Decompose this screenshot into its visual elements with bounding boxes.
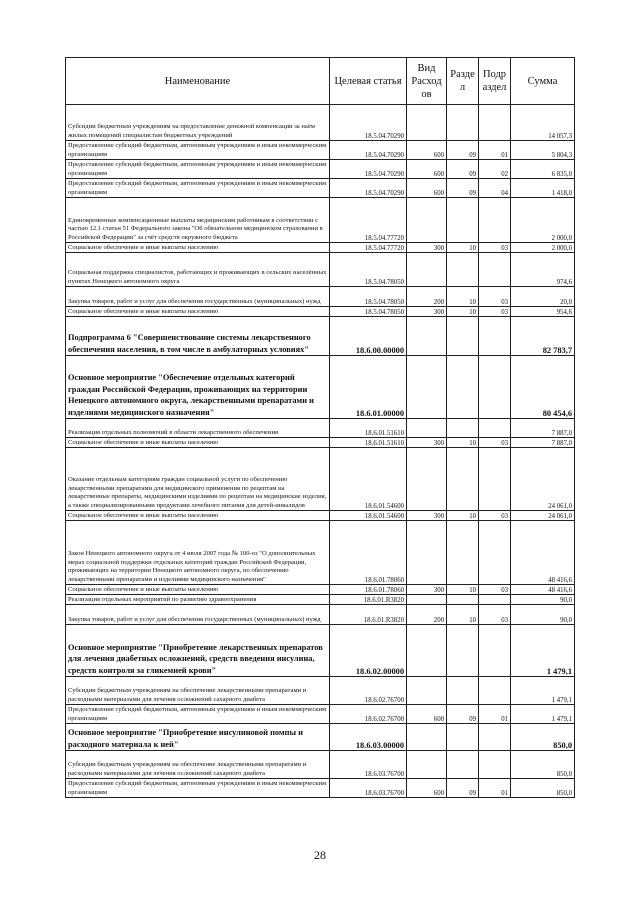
cell-vr: 600 xyxy=(407,179,447,198)
table-row xyxy=(66,287,575,307)
table-row xyxy=(66,751,575,779)
header-pr: Подр аздел xyxy=(479,58,511,105)
table-row xyxy=(66,317,575,356)
cell-sum: 2 000,0 xyxy=(511,198,575,243)
cell-code: 18.5.04.70290 xyxy=(330,105,407,141)
cell-name: Реализация отдельных мероприятий по развитию здравоохранения xyxy=(66,595,330,605)
budget-table xyxy=(65,57,575,798)
cell-rz xyxy=(447,356,479,419)
cell-rz xyxy=(447,724,479,751)
cell-pr: 03 xyxy=(479,438,511,448)
cell-rz xyxy=(447,317,479,356)
cell-sum: 954,6 xyxy=(511,307,575,317)
cell-pr: 01 xyxy=(479,705,511,724)
cell-vr: 300 xyxy=(407,585,447,595)
cell-rz xyxy=(447,751,479,779)
table-row xyxy=(66,356,575,419)
cell-sum: 850,0 xyxy=(511,751,575,779)
table-row xyxy=(66,438,575,448)
cell-rz: 10 xyxy=(447,605,479,625)
cell-name: Реализация отдельных полномочий в области лекарственного обеспечения xyxy=(66,419,330,438)
cell-sum: 90,0 xyxy=(511,605,575,625)
cell-code: 18.5.04.70290 xyxy=(330,179,407,198)
header-sum: Сумма xyxy=(511,58,575,105)
cell-sum: 974,6 xyxy=(511,253,575,287)
cell-vr: 600 xyxy=(407,160,447,179)
cell-name: Закупка товаров, работ и услуг для обеспечения государственных (муниципальных) нужд xyxy=(66,605,330,625)
cell-vr xyxy=(407,419,447,438)
cell-sum: 48 416,6 xyxy=(511,585,575,595)
cell-pr: 03 xyxy=(479,511,511,521)
cell-code: 18.5.04.78050 xyxy=(330,307,407,317)
cell-code: 18.6.02.76700 xyxy=(330,705,407,724)
cell-code: 18.6.01.00000 xyxy=(330,356,407,419)
cell-sum: 1 418,0 xyxy=(511,179,575,198)
cell-vr xyxy=(407,751,447,779)
table-row xyxy=(66,705,575,724)
cell-vr xyxy=(407,521,447,585)
cell-code: 18.6.02.00000 xyxy=(330,625,407,677)
cell-pr xyxy=(479,595,511,605)
cell-pr xyxy=(479,751,511,779)
table-row xyxy=(66,511,575,521)
cell-sum: 850,0 xyxy=(511,779,575,798)
table-row xyxy=(66,105,575,141)
cell-sum: 1 479,1 xyxy=(511,705,575,724)
cell-rz xyxy=(447,198,479,243)
cell-pr xyxy=(479,198,511,243)
cell-vr xyxy=(407,198,447,243)
cell-name: Социальное обеспечение и иные выплаты населению xyxy=(66,511,330,521)
header-name: Наименование xyxy=(66,58,330,105)
cell-pr: 01 xyxy=(479,779,511,798)
cell-sum: 850,0 xyxy=(511,724,575,751)
cell-code: 18.5.04.78050 xyxy=(330,287,407,307)
cell-name: Субсидии бюджетным учреждениям на обеспечение лекарственными препаратами и расходными материалами для лечения осложнений сахарного диабета xyxy=(66,751,330,779)
cell-sum: 6 835,0 xyxy=(511,160,575,179)
table-row xyxy=(66,595,575,605)
cell-code: 18.6.01.78060 xyxy=(330,521,407,585)
cell-code: 18.6.01.78060 xyxy=(330,585,407,595)
cell-code: 18.5.04.78050 xyxy=(330,253,407,287)
cell-pr xyxy=(479,253,511,287)
header-code: Целевая статья xyxy=(330,58,407,105)
cell-rz: 09 xyxy=(447,179,479,198)
table-row xyxy=(66,243,575,253)
cell-vr: 600 xyxy=(407,705,447,724)
table-row xyxy=(66,253,575,287)
table-row xyxy=(66,521,575,585)
cell-rz: 10 xyxy=(447,287,479,307)
cell-rz: 10 xyxy=(447,307,479,317)
cell-vr xyxy=(407,317,447,356)
cell-name: Предоставление субсидий бюджетным, автономным учреждениям и иным некоммерческим организациям xyxy=(66,705,330,724)
cell-sum: 80 454,6 xyxy=(511,356,575,419)
cell-pr: 03 xyxy=(479,585,511,595)
table-row xyxy=(66,179,575,198)
cell-name: Закон Ненецкого автономного округа от 4 июля 2007 года № 100-оз "О дополнительных мерах социальной поддержки отдельных категорий граждан Российской Федерации, проживающих на территории Ненецкого автономного округа, по обеспечению лекарственными препаратами и изделиями медицинского назначения" xyxy=(66,521,330,585)
cell-name: Основное мероприятие "Приобретение инсулиновой помпы и расходного материала к ней" xyxy=(66,724,330,751)
cell-vr xyxy=(407,448,447,511)
cell-code: 18.6.00.00000 xyxy=(330,317,407,356)
cell-vr xyxy=(407,625,447,677)
cell-rz xyxy=(447,677,479,705)
header-vr: Вид Расход ов xyxy=(407,58,447,105)
cell-name: Единовременные компенсационные выплаты медицинским работникам в соответствии с частью 12.1 статьи 51 Федерального закона "Об обязательном медицинском страховании в Российской Федерации" за счёт средств окружного бюджета xyxy=(66,198,330,243)
cell-rz xyxy=(447,253,479,287)
cell-code: 18.5.04.70290 xyxy=(330,141,407,160)
cell-vr xyxy=(407,356,447,419)
cell-name: Подпрограмма 6 "Совершенствование системы лекарственного обеспечения населения, в том числе в амбулаторных условиях" xyxy=(66,317,330,356)
table-row xyxy=(66,419,575,438)
cell-pr: 03 xyxy=(479,307,511,317)
cell-rz xyxy=(447,105,479,141)
cell-name: Закупка товаров, работ и услуг для обеспечения государственных (муниципальных) нужд xyxy=(66,287,330,307)
cell-pr: 03 xyxy=(479,287,511,307)
cell-vr: 600 xyxy=(407,141,447,160)
cell-rz: 10 xyxy=(447,511,479,521)
cell-rz: 10 xyxy=(447,438,479,448)
cell-pr xyxy=(479,448,511,511)
cell-rz: 09 xyxy=(447,705,479,724)
cell-rz: 10 xyxy=(447,243,479,253)
cell-code: 18.5.04.70290 xyxy=(330,160,407,179)
cell-vr: 200 xyxy=(407,605,447,625)
table-row xyxy=(66,448,575,511)
cell-sum: 2 000,0 xyxy=(511,243,575,253)
cell-sum: 7 887,0 xyxy=(511,438,575,448)
table-body xyxy=(66,105,575,798)
cell-code: 18.6.03.76700 xyxy=(330,751,407,779)
cell-name: Субсидии бюджетным учреждениям на обеспечение лекарственными препаратами и расходными материалами для лечения осложнений сахарного диабета xyxy=(66,677,330,705)
cell-sum: 1 479,1 xyxy=(511,677,575,705)
cell-sum: 7 887,0 xyxy=(511,419,575,438)
cell-vr: 300 xyxy=(407,511,447,521)
cell-pr xyxy=(479,625,511,677)
cell-name: Социальное обеспечение и иные выплаты населению xyxy=(66,585,330,595)
cell-code: 18.6.03.00000 xyxy=(330,724,407,751)
cell-pr xyxy=(479,419,511,438)
cell-rz xyxy=(447,521,479,585)
cell-code: 18.5.04.77720 xyxy=(330,243,407,253)
table-row xyxy=(66,605,575,625)
table-row xyxy=(66,160,575,179)
cell-sum: 1 479,1 xyxy=(511,625,575,677)
cell-pr xyxy=(479,317,511,356)
table-row xyxy=(66,779,575,798)
table-header-row xyxy=(66,58,575,105)
cell-rz: 09 xyxy=(447,160,479,179)
cell-code: 18.6.01.R3820 xyxy=(330,605,407,625)
cell-vr xyxy=(407,677,447,705)
cell-sum: 24 061,0 xyxy=(511,511,575,521)
cell-vr: 300 xyxy=(407,307,447,317)
cell-code: 18.5.04.77720 xyxy=(330,198,407,243)
cell-sum: 20,0 xyxy=(511,287,575,307)
cell-code: 18.6.01.54600 xyxy=(330,511,407,521)
cell-vr: 600 xyxy=(407,779,447,798)
cell-name: Предоставление субсидий бюджетным, автономным учреждениям и иным некоммерческим организациям xyxy=(66,160,330,179)
header-rz: Разде л xyxy=(447,58,479,105)
cell-rz xyxy=(447,419,479,438)
cell-name: Предоставление субсидий бюджетным, автономным учреждениям и иным некоммерческим организациям xyxy=(66,779,330,798)
cell-code: 18.6.02.76700 xyxy=(330,677,407,705)
table-row xyxy=(66,198,575,243)
cell-name: Предоставление субсидий бюджетным, автономным учреждениям и иным некоммерческим организациям xyxy=(66,141,330,160)
cell-vr xyxy=(407,595,447,605)
cell-code: 18.6.01.51610 xyxy=(330,419,407,438)
cell-rz xyxy=(447,625,479,677)
cell-name: Социальное обеспечение и иные выплаты населению xyxy=(66,243,330,253)
table-row xyxy=(66,141,575,160)
cell-name: Субсидии бюджетным учреждениям на предоставление денежной компенсации за наём жилых помещений специалистам бюджетных учреждений xyxy=(66,105,330,141)
cell-code: 18.6.01.54600 xyxy=(330,448,407,511)
cell-sum: 48 416,6 xyxy=(511,521,575,585)
cell-pr xyxy=(479,724,511,751)
cell-code: 18.6.03.76700 xyxy=(330,779,407,798)
cell-pr: 03 xyxy=(479,243,511,253)
cell-pr: 01 xyxy=(479,141,511,160)
cell-sum: 5 804,3 xyxy=(511,141,575,160)
cell-rz: 09 xyxy=(447,779,479,798)
table-row xyxy=(66,307,575,317)
cell-sum: 24 061,0 xyxy=(511,448,575,511)
cell-sum: 82 783,7 xyxy=(511,317,575,356)
cell-name: Социальная поддержка специалистов, работающих и проживающих в сельских населённых пунктах Ненецкого автономного округа xyxy=(66,253,330,287)
cell-pr: 02 xyxy=(479,160,511,179)
cell-rz xyxy=(447,595,479,605)
cell-name: Предоставление субсидий бюджетным, автономным учреждениям и иным некоммерческим организациям xyxy=(66,179,330,198)
table-row xyxy=(66,677,575,705)
cell-vr xyxy=(407,105,447,141)
table-row xyxy=(66,724,575,751)
cell-pr xyxy=(479,356,511,419)
cell-vr xyxy=(407,253,447,287)
cell-rz xyxy=(447,448,479,511)
cell-pr: 03 xyxy=(479,605,511,625)
cell-name: Оказание отдельным категориям граждан социальной услуги по обеспечению лекарственными препаратами для медицинского применения по рецептам на лекарственные препараты, медицинскими изделиями по рецептам на медицинские изделия, а также специализированными продуктами лечебного питания для детей-инвалидов xyxy=(66,448,330,511)
cell-code: 18.6.01.51610 xyxy=(330,438,407,448)
cell-name: Основное мероприятие "Приобретение лекарственных препаратов для лечения диабетных осложнений, средств введения инсулина, средств контроля за гликемией крови" xyxy=(66,625,330,677)
page-number: 28 xyxy=(314,848,326,862)
cell-pr: 04 xyxy=(479,179,511,198)
cell-pr xyxy=(479,521,511,585)
cell-sum: 90,0 xyxy=(511,595,575,605)
cell-rz: 09 xyxy=(447,141,479,160)
cell-name: Социальное обеспечение и иные выплаты населению xyxy=(66,307,330,317)
cell-vr: 200 xyxy=(407,287,447,307)
table-row xyxy=(66,585,575,595)
cell-vr xyxy=(407,724,447,751)
cell-code: 18.6.01.R3820 xyxy=(330,595,407,605)
cell-vr: 300 xyxy=(407,243,447,253)
cell-name: Социальное обеспечение и иные выплаты населению xyxy=(66,438,330,448)
cell-pr xyxy=(479,677,511,705)
cell-name: Основное мероприятие "Обеспечение отдельных категорий граждан Российской Федерации, проживающих на территории Ненецкого автономного округа, лекарственными препаратами и изделиями медицинского назначения" xyxy=(66,356,330,419)
cell-sum: 14 057,3 xyxy=(511,105,575,141)
table-row xyxy=(66,625,575,677)
cell-vr: 300 xyxy=(407,438,447,448)
cell-rz: 10 xyxy=(447,585,479,595)
cell-pr xyxy=(479,105,511,141)
